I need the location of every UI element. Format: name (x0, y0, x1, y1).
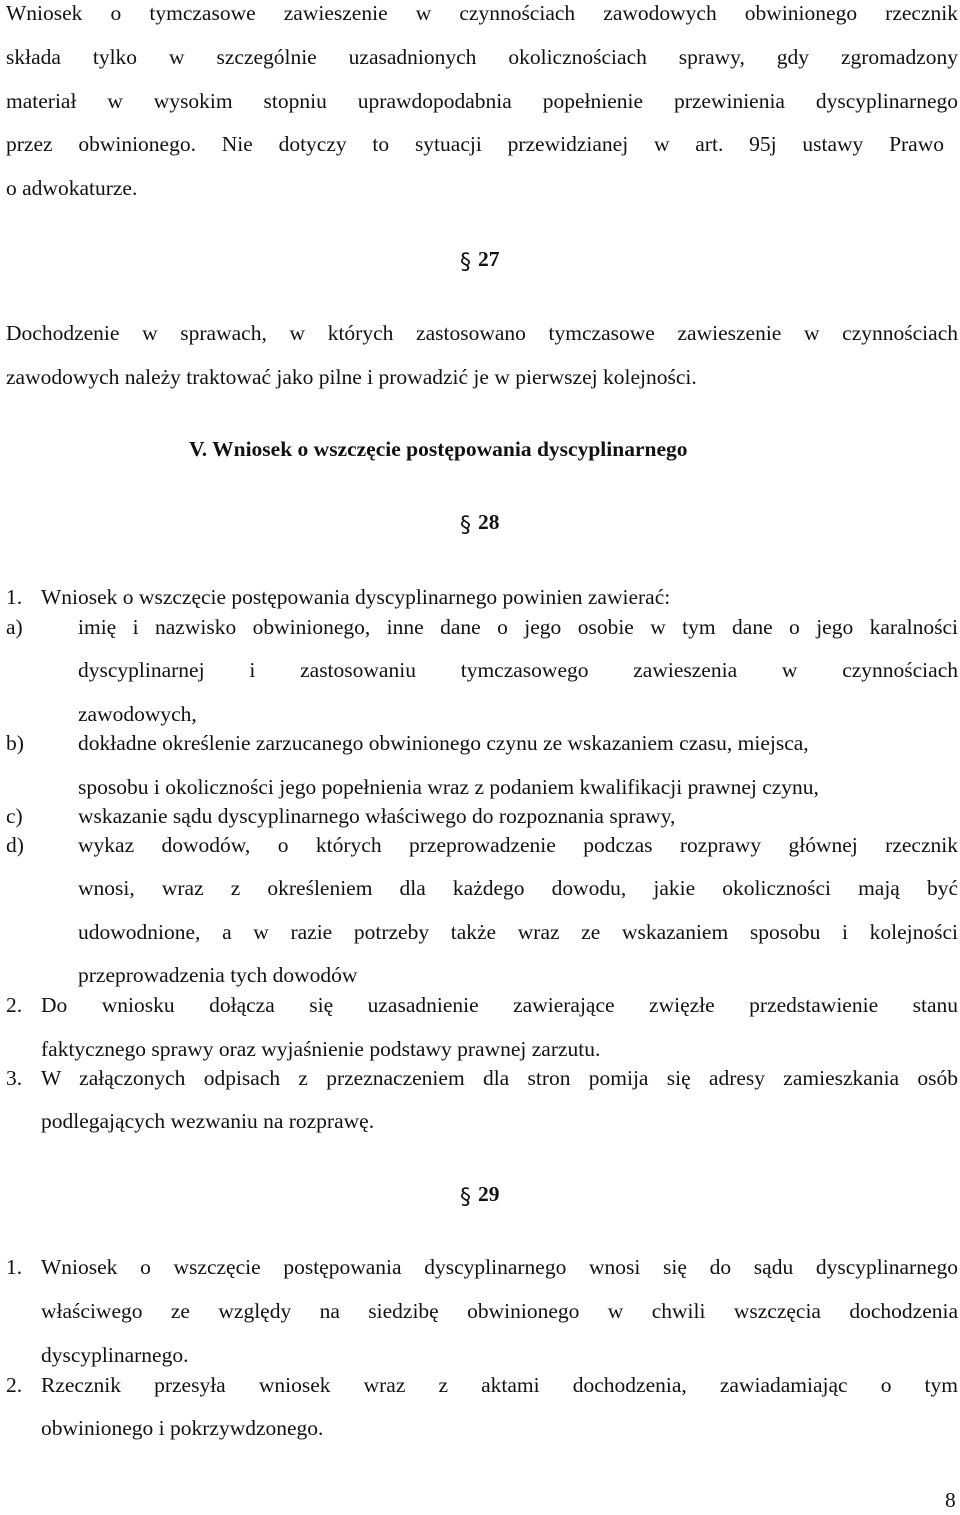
list-item-text: Do wniosku dołącza się uzasadnienie zawierające zwięzłe przedstawienie stanu (41, 993, 958, 1017)
list-marker: 2. (6, 993, 23, 1017)
list-marker: 1. (6, 1255, 23, 1279)
list-marker: d) (6, 833, 24, 857)
section-symbol: § (460, 250, 471, 275)
chapter-heading: V. Wniosek o wszczęcie postępowania dyscyplinarnego (189, 437, 688, 461)
list-item-text: wnosi, wraz z określeniem dla każdego dowodu, jakie okoliczności mają być (78, 876, 958, 900)
paragraph-line: zawodowych należy traktować jako pilne i prowadzić je w pierwszej kolejności. (6, 365, 697, 389)
list-item-text: Rzecznik przesyła wniosek wraz z aktami dochodzenia, zawiadamiając o tym (41, 1373, 958, 1397)
intro-line: przez obwinionego. Nie dotyczy to sytuacji przewidzianej w art. 95j ustawy Prawo (6, 132, 944, 156)
intro-line: składa tylko w szczególnie uzasadnionych okolicznościach sprawy, gdy zgromadzony (6, 45, 958, 69)
list-item-text: wykaz dowodów, o których przeprowadzenie podczas rozprawy głównej rzecznik (78, 833, 958, 857)
section-number: 28 (478, 510, 500, 534)
intro-line: Wniosek o tymczasowe zawieszenie w czynnościach zawodowych obwinionego rzecznik (6, 1, 958, 25)
list-item-text: wskazanie sądu dyscyplinarnego właściwego do rozpoznania sprawy, (78, 804, 676, 828)
intro-line: materiał w wysokim stopniu uprawdopodabnia popełnienie przewinienia dyscyplinarnego (6, 89, 958, 113)
list-marker: 3. (6, 1066, 23, 1090)
list-item-text: dyscyplinarnej i zastosowaniu tymczasowego zawieszenia w czynnościach (78, 658, 958, 682)
list-item-text: obwinionego i pokrzywdzonego. (41, 1416, 324, 1440)
list-marker: 1. (6, 585, 23, 609)
section-number: 27 (478, 247, 500, 271)
list-item-text: faktycznego sprawy oraz wyjaśnienie podstawy prawnej zarzutu. (41, 1037, 601, 1061)
list-marker: b) (6, 731, 24, 755)
list-item-text: przeprowadzenia tych dowodów (78, 963, 358, 987)
list-item-text: podlegających wezwaniu na rozprawę. (41, 1109, 375, 1133)
list-item-text: właściwego ze względy na siedzibę obwinionego w chwili wszczęcia dochodzenia (41, 1299, 958, 1323)
page-number: 8 (945, 1488, 956, 1512)
list-marker: 2. (6, 1373, 23, 1397)
list-item-text: sposobu i okoliczności jego popełnienia wraz z podaniem kwalifikacji prawnej czynu, (78, 775, 819, 799)
list-item-text: dyscyplinarnego. (41, 1343, 189, 1367)
list-item-text: zawodowych, (78, 702, 197, 726)
section-symbol: § (460, 1185, 471, 1210)
list-item-text: udowodnione, a w razie potrzeby także wraz ze wskazaniem sposobu i kolejności (78, 920, 958, 944)
section-symbol: § (460, 513, 471, 538)
list-item-text: imię i nazwisko obwinionego, inne dane o jego osobie w tym dane o jego karalności (78, 615, 958, 639)
section-number: 29 (478, 1182, 500, 1206)
list-item-text: dokładne określenie zarzucanego obwinionego czynu ze wskazaniem czasu, miejsca, (78, 731, 809, 755)
list-item-text: W załączonych odpisach z przeznaczeniem dla stron pomija się adresy zamieszkania osób (41, 1066, 958, 1090)
list-item-text: Wniosek o wszczęcie postępowania dyscyplinarnego powinien zawierać: (41, 585, 671, 609)
list-item-text: Wniosek o wszczęcie postępowania dyscyplinarnego wnosi się do sądu dyscyplinarnego (41, 1255, 958, 1279)
list-marker: c) (6, 804, 23, 828)
intro-line: o adwokaturze. (6, 176, 138, 200)
list-marker: a) (6, 615, 23, 639)
paragraph-line: Dochodzenie w sprawach, w których zastosowano tymczasowe zawieszenie w czynnościach (6, 321, 958, 345)
